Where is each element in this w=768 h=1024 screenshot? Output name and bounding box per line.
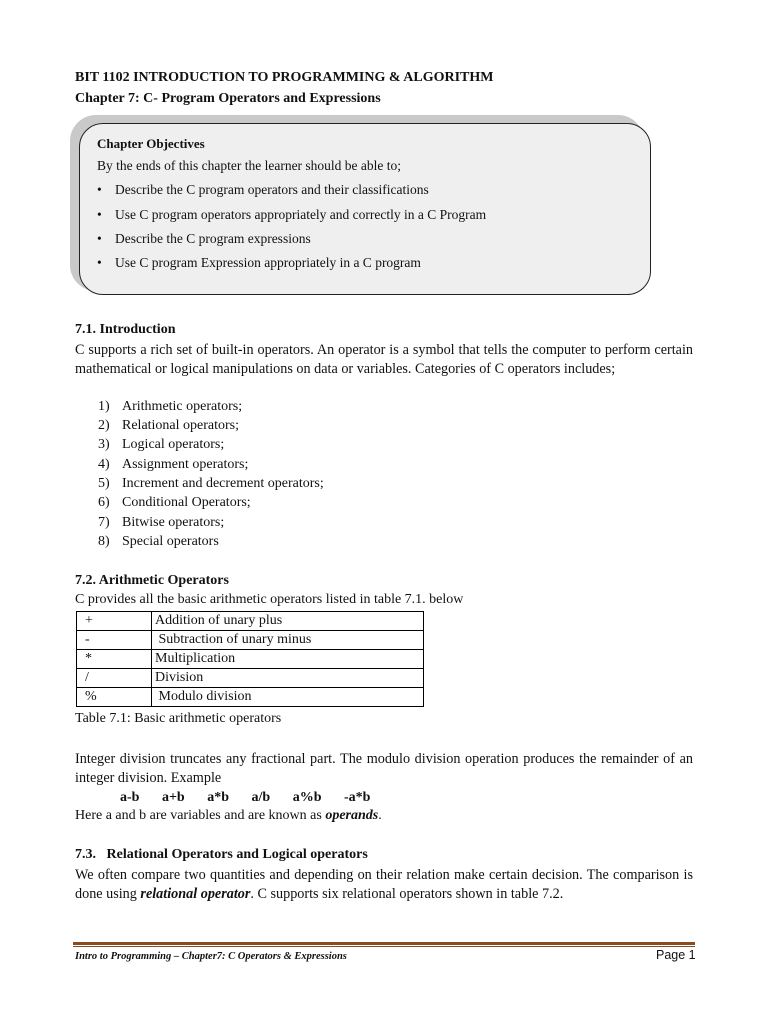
list-item: 4) Assignment operators; [98,457,249,472]
list-item: 7) Bitwise operators; [98,515,225,530]
section-heading-arithmetic: 7.2. Arithmetic Operators [75,573,229,588]
footer-rule [73,942,695,945]
list-item: 2) Relational operators; [98,418,240,433]
list-item: 5) Increment and decrement operators; [98,476,324,491]
table-cell-description: Modulo division [152,688,424,707]
list-item: 6) Conditional Operators; [98,495,251,510]
table-caption: Table 7.1: Basic arithmetic operators [75,711,282,726]
table-cell-symbol: + [77,612,152,631]
objective-item [97,231,311,247]
list-item: 8) Special operators [98,534,219,549]
example-expression: a/b [251,790,271,805]
objective-text: Describe the C program operators and their classifications [115,182,429,197]
list-item: 3) Logical operators; [98,437,225,452]
division-paragraph: Integer division truncates any fractional part. The modulo division operation produces the remainder of an integer division. Example [75,751,693,786]
table-cell-description: Subtraction of unary minus [152,631,424,650]
table-row [77,650,424,669]
table-cell-symbol: / [77,669,152,688]
bullet-icon: • [97,182,102,197]
objective-item [97,182,429,198]
objective-item [97,255,421,271]
example-expression: a-b [120,790,140,805]
bullet-icon: • [97,255,102,270]
operator-examples [120,790,389,806]
table-row [77,631,424,650]
operands-term: operands [325,808,379,823]
course-title: BIT 1102 INTRODUCTION TO PROGRAMMING & ALGORITHM [75,70,494,85]
page-number: Page 1 [656,948,696,962]
example-expression: -a*b [344,790,371,805]
objective-item [97,207,486,223]
list-item: 1) Arithmetic operators; [98,399,243,414]
bullet-icon: • [97,231,102,246]
table-row [77,669,424,688]
table-cell-symbol: % [77,688,152,707]
section-heading-introduction: 7.1. Introduction [75,322,176,337]
table-row [77,688,424,707]
arithmetic-operators-table [76,611,424,707]
example-expression: a%b [292,790,322,805]
objective-text: Describe the C program expressions [115,231,311,246]
objectives-heading: Chapter Objectives [97,136,205,151]
chapter-title: Chapter 7: C- Program Operators and Expressions [75,91,381,106]
table-row [77,612,424,631]
bullet-icon: • [97,207,102,222]
operands-sentence: Here a and b are variables and are known as operands. [75,808,382,823]
example-expression: a+b [161,790,185,805]
example-expression: a*b [207,790,230,805]
footer-rule-thin [73,946,695,947]
objective-text: Use C program Expression appropriately in a C program [115,255,421,270]
table-cell-description: Multiplication [152,650,424,669]
table-cell-description: Addition of unary plus [152,612,424,631]
introduction-paragraph: C supports a rich set of built-in operators. An operator is a symbol that tells the computer to perform certain mathematical or logical manipulations on data or variables. Categories of C operators includes; [75,342,693,377]
table-cell-symbol: * [77,650,152,669]
relational-paragraph: We often compare two quantities and depending on their relation make certain decision. The comparison is done using relational operator. C supports six relational operators shown in table 7.2. [75,867,693,902]
section-heading-relational: 7.3. Relational Operators and Logical operators [75,847,368,862]
objective-text: Use C program operators appropriately and correctly in a C Program [115,207,487,222]
relational-operator-term: relational operator [140,886,251,902]
table-cell-description: Division [152,669,424,688]
objectives-intro: By the ends of this chapter the learner should be able to; [97,158,402,173]
arithmetic-intro: C provides all the basic arithmetic operators listed in table 7.1. below [75,592,464,607]
footer-text: Intro to Programming – Chapter7: C Operators & Expressions [75,951,347,962]
table-cell-symbol: - [77,631,152,650]
